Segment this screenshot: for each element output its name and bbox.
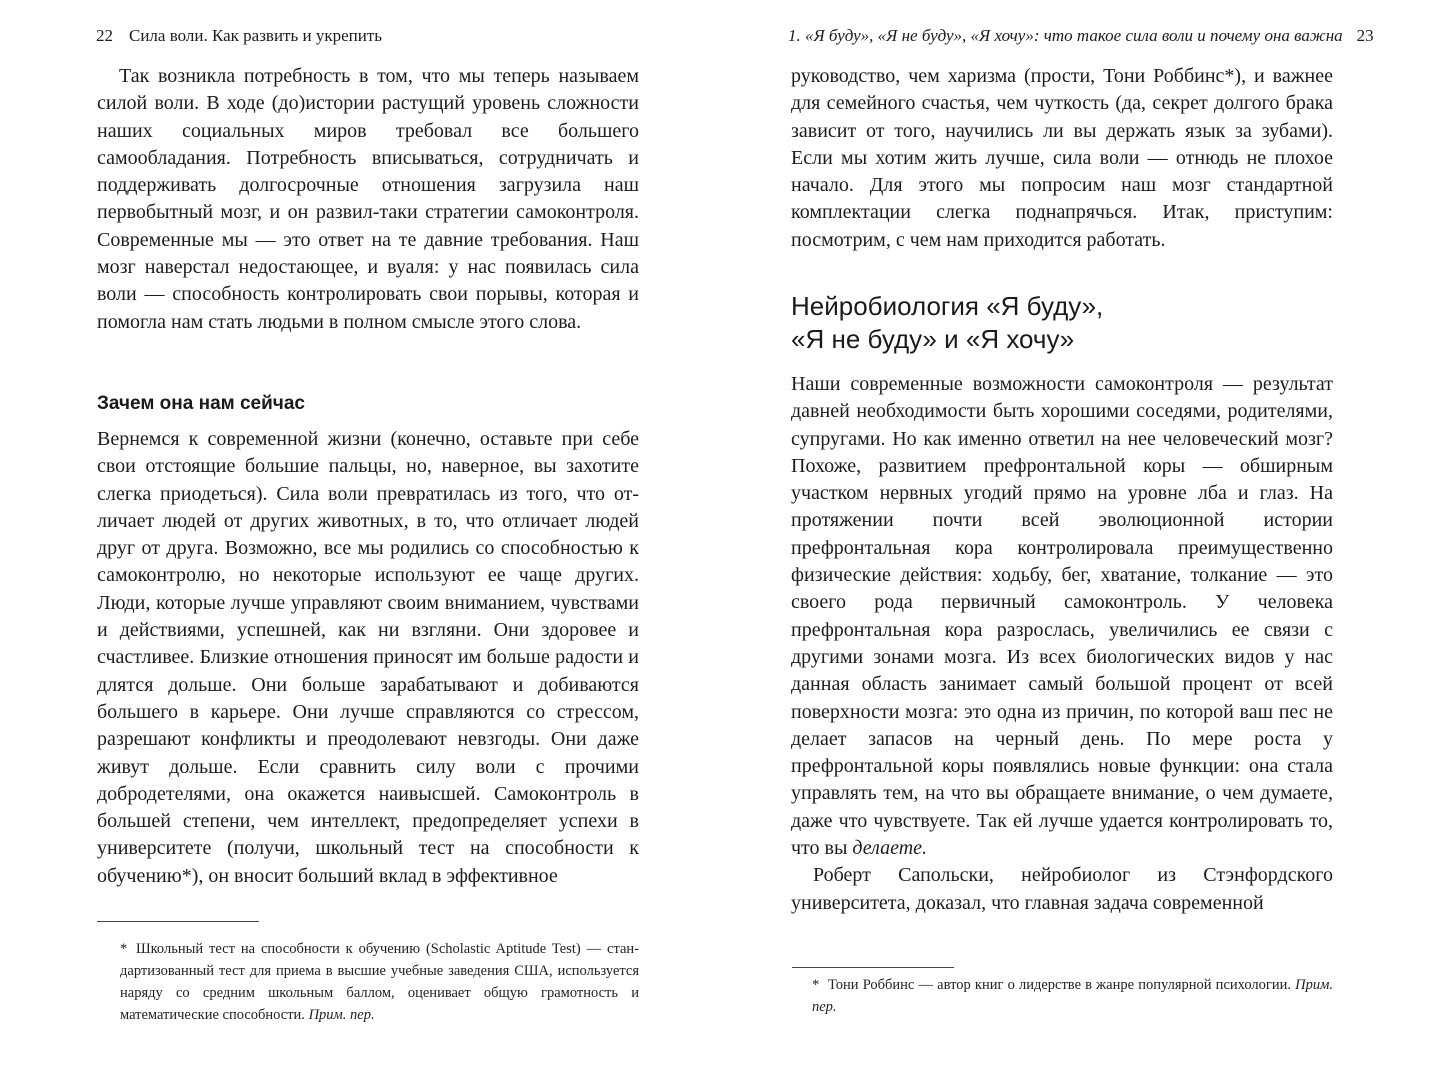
footnote-marker-left: * (120, 941, 128, 957)
section-heading-line1: Нейробиология «Я буду», (791, 291, 1104, 321)
section-heading (791, 290, 1331, 356)
footnote-text-right: Тони Роббинс — автор книг о лидерстве в жанре популярной психологии. (828, 977, 1291, 993)
footnote-marker-right: * (812, 977, 820, 993)
footnote-rule-right (792, 967, 954, 968)
footnote-rule-left (97, 921, 259, 922)
neuro-paragraph (791, 371, 1333, 862)
right-continued-block (791, 63, 1333, 254)
neuro-paragraph-emphasis: делаете. (852, 837, 928, 860)
right-neuro-block (791, 371, 1333, 917)
neuro-paragraph-main: Наши современные возможности самоконтроля — результат давней необходимости быть хорошими соседями, родителями, супругами. Но как именно ответил на нее человеческий мозг? Похоже, развитием префронтальной коры — обширным участком нервных угодий прямо на уровне лба и глаз. На протяжении почти всей эволюционной истории префронтальная кора контролировала преимущественно физические действия: ходьбу, бег, хватание, толкание — это своего рода первичный самоконтроль. У человека префронтальная кора разрослась, увеличились ее связи с другими зонами мозга. Из всех биологических видов у нас данная область занимает самый большой процент от всей поверхности мозга: это одна из причин, по которой ваш пес не делает запасов на черный день. По мере роста у префронтальной коры появлялись новые функции: она стала управлять тем, на что вы обращаете внимание, о чем думаете, даже что чувствуете. Так ей лучше удается контролировать то, что вы (791, 373, 1333, 860)
footnote-left (120, 938, 639, 1026)
main-paragraph: Вернемся к современной жизни (конечно, оставьте при себе свои отстоящие большие пальцы, но, наверное, вы захотите слегка приодеться). Сила воли превратилась из того, что отличает людей от других животных, в то, что отличает людей друг от друга. Возможно, все мы родились со способностью к самоконтролю, но некоторые используют ее чаще других. Люди, которые лучше управляют своим вниманием, чувствами и действиями, успешней, как ни взгляни. Они здоровее и счастливее. Близкие отношения приносят им больше радости и длятся дольше. Они больше зарабатывают и добиваются большего в карьере. Они лучше справляются со стрессом, разрешают конфликты и преодолевают невзгоды. Они даже живут дольше. Если сравнить силу воли с прочими добродетелями, она окажется наивысшей. Самоконтроль в большей степени, чем интеллект, предопределяет успехи в университете (получи, школьный тест на способности к обучению*), он вносит больший вклад в эффективное (97, 428, 639, 887)
footnote-note-right: Прим. пер. (812, 977, 1334, 1015)
page-number-right: 23 (1356, 26, 1374, 45)
running-head-left (96, 26, 382, 46)
sapolsky-paragraph: Роберт Сапольски, нейробиолог из Стэнфордского университета, доказал, что главная задача современной (791, 864, 1333, 914)
footnote-text-left: Школьный тест на способности к обучению (Scholastic Aptitude Test) — стандартизованный тест для приема в высшие учебные заведения США, используется наряду со средним школьным баллом, оценивает общую грамотность и математические способности. (120, 941, 639, 1023)
intro-paragraph: Так возникла потребность в том, что мы теперь называем силой воли. В ходе (до)истории растущий уровень сложности наших социальных миров требовал все большего самообладания. Потребность вписываться, сотрудничать и поддерживать долгосрочные отношения загрузила наш первобытный мозг, и он развил-таки стратегии самоконтроля. Современные мы — это ответ на те давние требования. Наш мозг наверстал недостающее, и вуаля: у нас появилась сила воли — способность контролировать свои порывы, которая и помогла нам стать людьми в полном смысле этого слова. (97, 65, 639, 333)
running-head-title-right: 1. «Я буду», «Я не буду», «Я хочу»: что такое сила воли и почему она важна (788, 26, 1343, 45)
section-heading-line2: «Я не буду» и «Я хочу» (791, 324, 1075, 354)
left-main-block (97, 426, 639, 890)
section-subheading: Зачем она нам сейчас (97, 393, 305, 414)
page-number-left: 22 (96, 26, 113, 45)
running-head-title-left: Сила воли. Как развить и укрепить (129, 26, 382, 45)
continued-paragraph: руководство, чем харизма (прости, Тони Роббинс*), и важнее для семейного счастья, чем чуткость (да, секрет долгого брака зависит от того, научились ли вы держать язык за зубами). Если мы хотим жить лучше, сила воли — отнюдь не плохое начало. Для этого мы попросим наш мозг стандартной комплектации слегка поднапрячься. Итак, приступим: посмотрим, с чем нам приходится работать. (791, 65, 1333, 251)
running-head-right (788, 26, 1374, 46)
footnote-note-left: Прим. пер. (308, 1007, 375, 1023)
left-intro-block (97, 63, 639, 336)
footnote-right (812, 974, 1333, 1018)
